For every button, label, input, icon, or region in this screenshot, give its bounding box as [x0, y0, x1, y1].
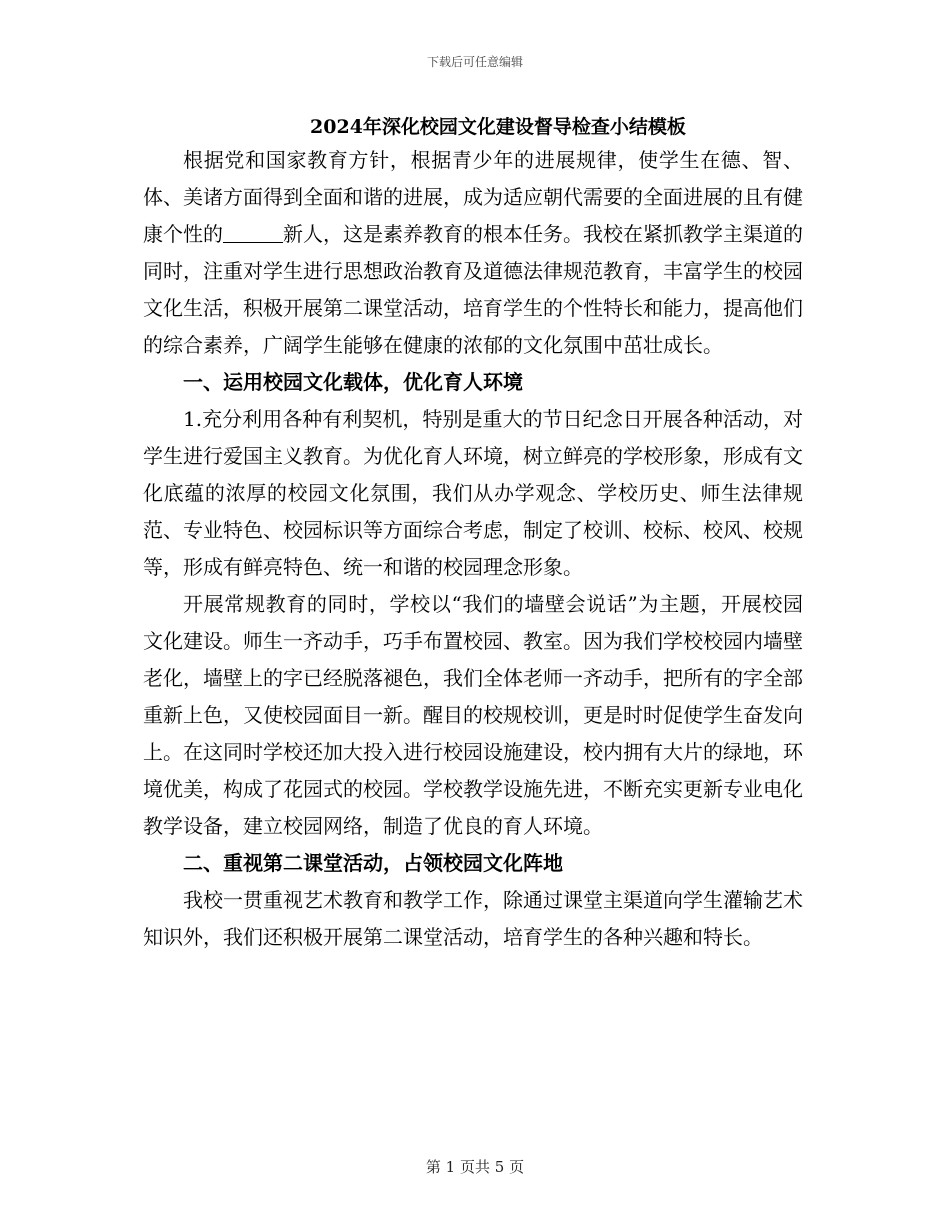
document-title: 2024年深化校园文化建设督导检查小结模板 [310, 116, 686, 138]
section-2-heading: 二、重视第二课堂活动，占领校园文化阵地 [183, 851, 563, 875]
document-body [143, 112, 803, 956]
fill-in-blank [223, 222, 283, 243]
intro-paragraph [143, 142, 803, 364]
section-1-paragraph-2: 开展常规教育的同时，学校以“我们的墙壁会说话”为主题，开展校园文化建设。师生一齐动手，巧手布置校园、教室。因为我们学校校园内墙壁老化，墙壁上的字已经脱落褪色，我们全体老师一齐动手，把所有的字全部重新上色，又使校园面目一新。醒目的校规校训，更是时时促使学生奋发向上。在这同时学校还加大投入进行校园设施建设，校内拥有大片的绿地，环境优美，构成了花园式的校园。学校教学设施先进，不断充实更新专业电化教学设备，建立校园网络，制造了优良的育人环境。 [143, 592, 803, 838]
page-number-footer: 第 1 页共 5 页 [425, 1158, 525, 1176]
page-header-note: 下载后可任意编辑 [426, 55, 523, 69]
intro-text-before-blank: 根据党和国家教育方针，根据青少年的进展规律，使学生在德、智、体、美诸方面得到全面和谐的进展，成为适应朝代需要的全面进展的且有健康个性的 [143, 148, 803, 246]
section-1-heading: 一、运用校园文化载体，优化育人环境 [183, 370, 523, 394]
section-1-paragraph-1: 1.充分利用各种有利契机，特别是重大的节日纪念日开展各种活动，对学生进行爱国主义教育。为优化育人环境，树立鲜亮的学校形象，形成有文化底蕴的浓厚的校园文化氛围，我们从办学观念、学校历史、师生法律规范、专业特色、校园标识等方面综合考虑，制定了校训、校标、校风、校规等，形成有鲜亮特色、统一和谐的校园理念形象。 [143, 407, 803, 579]
section-2-paragraph-1: 我校一贯重视艺术教育和教学工作，除通过课堂主渠道向学生灌输艺术知识外，我们还积极开展第二课堂活动，培育学生的各种兴趣和特长。 [143, 888, 803, 949]
intro-text-after-blank: 新人，这是素养教育的根本任务。我校在紧抓教学主渠道的同时，注重对学生进行思想政治教育及道德法律规范教育，丰富学生的校园文化生活，积极开展第二课堂活动，培育学生的个性特长和能力，提高他们的综合素养，广阔学生能够在健康的浓郁的文化氛围中茁壮成长。 [143, 222, 803, 357]
